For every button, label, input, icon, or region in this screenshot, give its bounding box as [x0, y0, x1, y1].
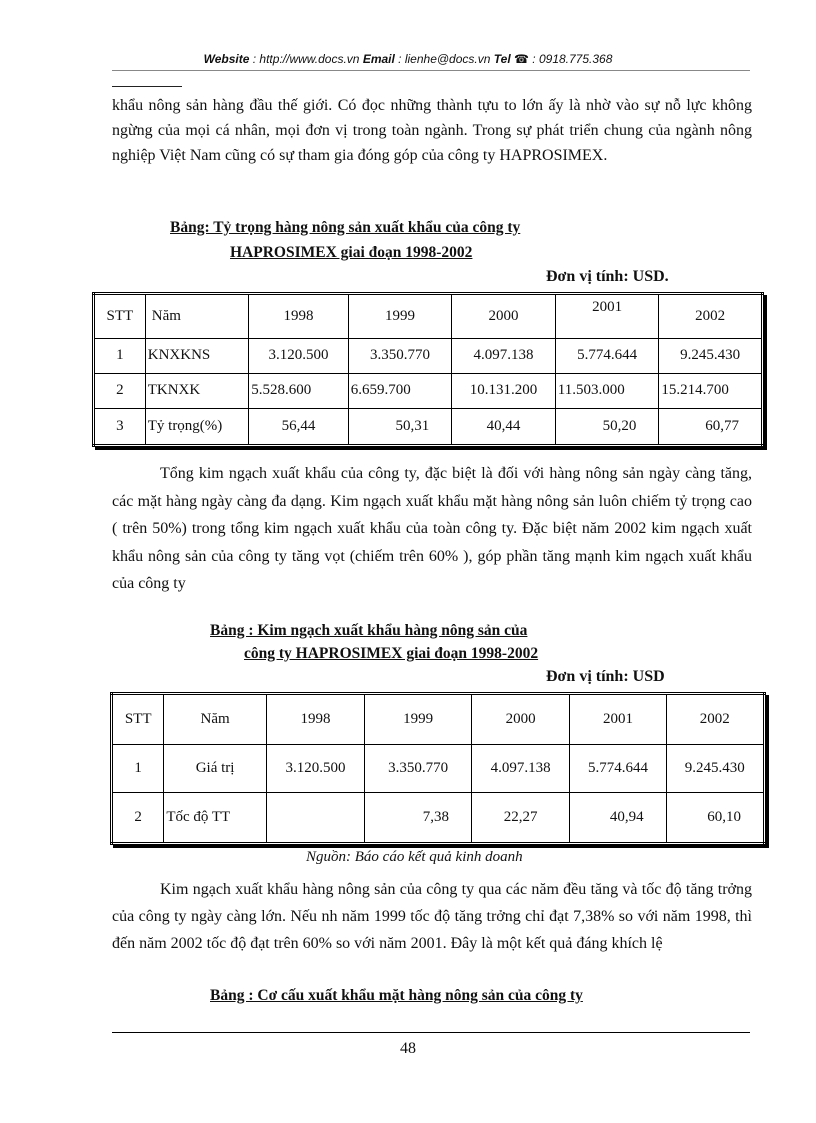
table-cell: 3.350.770: [348, 338, 451, 373]
tel-value: 0918.775.368: [538, 52, 613, 66]
table-cell: 22,27: [471, 793, 569, 844]
table-row: [112, 744, 765, 792]
header-cell: 2002: [659, 294, 763, 339]
table-cell: TKNXK: [145, 373, 249, 408]
table-cell: 4.097.138: [471, 744, 569, 792]
page-header: [0, 52, 816, 66]
table-cell: 2: [112, 793, 164, 844]
table-cell: 7,38: [365, 793, 472, 844]
header-short-rule: [112, 86, 182, 87]
header-cell: 2000: [452, 294, 556, 339]
header-cell: 1998: [266, 694, 364, 745]
header-cell: 2001: [570, 694, 666, 745]
table-cell: 40,44: [452, 408, 556, 445]
table-cell: 3.120.500: [266, 744, 364, 792]
table-header-row: [94, 294, 763, 339]
table-cell: Giá trị: [164, 744, 267, 792]
paragraph-intro: khẩu nông sản hàng đầu thế giới. Có đọc những thành tựu to lớn ấy là nhờ vào sự nỗ lực không ngừng của mọi cá nhân, mọi đơn vị trong toàn ngành. Trong sự phát triển chung của ngành nông nghiệp Việt Nam cũng có sự tham gia đóng góp của công ty HAPROSIMEX.: [112, 97, 752, 164]
table-cell: 50,20: [555, 408, 659, 445]
paragraph-export-growth: Tổng kim ngạch xuất khẩu của công ty, đặc biệt là đối với hàng nông sản ngày càng tăng, các mặt hàng ngày càng đa dạng. Kim ngạch xuất khẩu mặt hàng nông sản luôn chiếm tỷ trọng cao ( trên 50%) trong tổng kim ngạch xuất khẩu của toàn công ty. Đặc biệt năm 2002 kim ngạch xuất khẩu nông sản của công ty tăng vọt (chiếm trên 60% ), góp phần tăng mạnh kim ngạch xuất khẩu của công ty: [112, 465, 752, 592]
website-url[interactable]: http://www.docs.vn: [259, 52, 360, 66]
table-cell: 3.120.500: [249, 338, 349, 373]
table-row: [94, 373, 763, 408]
table-cell: 6.659.700: [348, 373, 451, 408]
table-cell: 60,10: [666, 793, 764, 844]
table-row: [94, 408, 763, 445]
website-label: Website: [203, 52, 250, 66]
table-cell: 11.503.000: [555, 373, 659, 408]
email-value[interactable]: lienhe@docs.vn: [404, 52, 491, 66]
page-number: 48: [400, 1040, 416, 1057]
table-cell: 9.245.430: [666, 744, 764, 792]
email-separator: :: [394, 52, 405, 66]
table2-source: Nguồn: Báo cáo kết quả kinh doanh: [306, 849, 523, 865]
table-row: [94, 338, 763, 373]
table-export-value: [110, 692, 766, 845]
header-cell: STT: [94, 294, 146, 339]
table-row: [112, 793, 765, 844]
table-cell: 1: [94, 338, 146, 373]
header-cell: STT: [112, 694, 164, 745]
table2-caption-line1: Bảng : Kim ngạch xuất khẩu hàng nông sản của: [210, 622, 528, 639]
header-rule: [112, 70, 750, 71]
table-cell: 56,44: [249, 408, 349, 445]
table2-unit: Đơn vị tính: USD: [546, 668, 665, 685]
table-cell: 15.214.700: [659, 373, 763, 408]
header-cell: Năm: [145, 294, 249, 339]
header-cell: Năm: [164, 694, 267, 745]
table1-caption-line2: HAPROSIMEX giai đoạn 1998-2002: [230, 244, 473, 261]
website-separator: :: [249, 52, 260, 66]
table1-caption-line1: Bảng: Tỷ trọng hàng nông sản xuất khẩu của công ty: [170, 219, 521, 236]
header-cell: 1999: [365, 694, 472, 745]
table-cell: 3.350.770: [365, 744, 472, 792]
table-cell: 50,31: [348, 408, 451, 445]
header-cell: 1998: [249, 294, 349, 339]
table-header-row: [112, 694, 765, 745]
header-cell: 1999: [348, 294, 451, 339]
header-cell: 2001: [555, 294, 659, 339]
table-cell: 10.131.200: [452, 373, 556, 408]
tel-separator: :: [528, 52, 539, 66]
table-cell: 4.097.138: [452, 338, 556, 373]
header-cell: 2002: [666, 694, 764, 745]
table-cell: [266, 793, 364, 844]
table-cell: 5.528.600: [249, 373, 349, 408]
table-export-share: [92, 292, 764, 447]
table2-caption-line2: công ty HAPROSIMEX giai đoạn 1998-2002: [244, 645, 539, 662]
table-cell: 3: [94, 408, 146, 445]
header-cell: 2000: [471, 694, 569, 745]
email-label: Email: [362, 52, 395, 66]
table-cell: Tốc độ TT: [164, 793, 267, 844]
table-cell: 5.774.644: [555, 338, 659, 373]
table-cell: 5.774.644: [570, 744, 666, 792]
table-cell: 60,77: [659, 408, 763, 445]
table-cell: 2: [94, 373, 146, 408]
paragraph-growth-rate: Kim ngạch xuất khẩu hàng nông sản của công ty qua các năm đều tăng và tốc độ tăng trởng của công ty ngày càng lớn. Nếu nh năm 1999 tốc độ tăng trởng chỉ đạt 7,38% so với năm 1998, thì đến năm 2002 tốc độ đạt trên 60% so với năm 2001. Đây là một kết quả đáng khích lệ: [112, 881, 752, 952]
tel-label: Tel ☎: [493, 52, 529, 66]
table3-caption: Bảng : Cơ cấu xuất khẩu mặt hàng nông sản của công ty: [210, 987, 583, 1004]
table1-unit: Đơn vị tính: USD.: [546, 268, 669, 285]
footer-rule: [112, 1032, 750, 1033]
table-cell: 9.245.430: [659, 338, 763, 373]
table-cell: 40,94: [570, 793, 666, 844]
table-cell: 1: [112, 744, 164, 792]
table-cell: Tỷ trọng(%): [145, 408, 249, 445]
table-cell: KNXKNS: [145, 338, 249, 373]
